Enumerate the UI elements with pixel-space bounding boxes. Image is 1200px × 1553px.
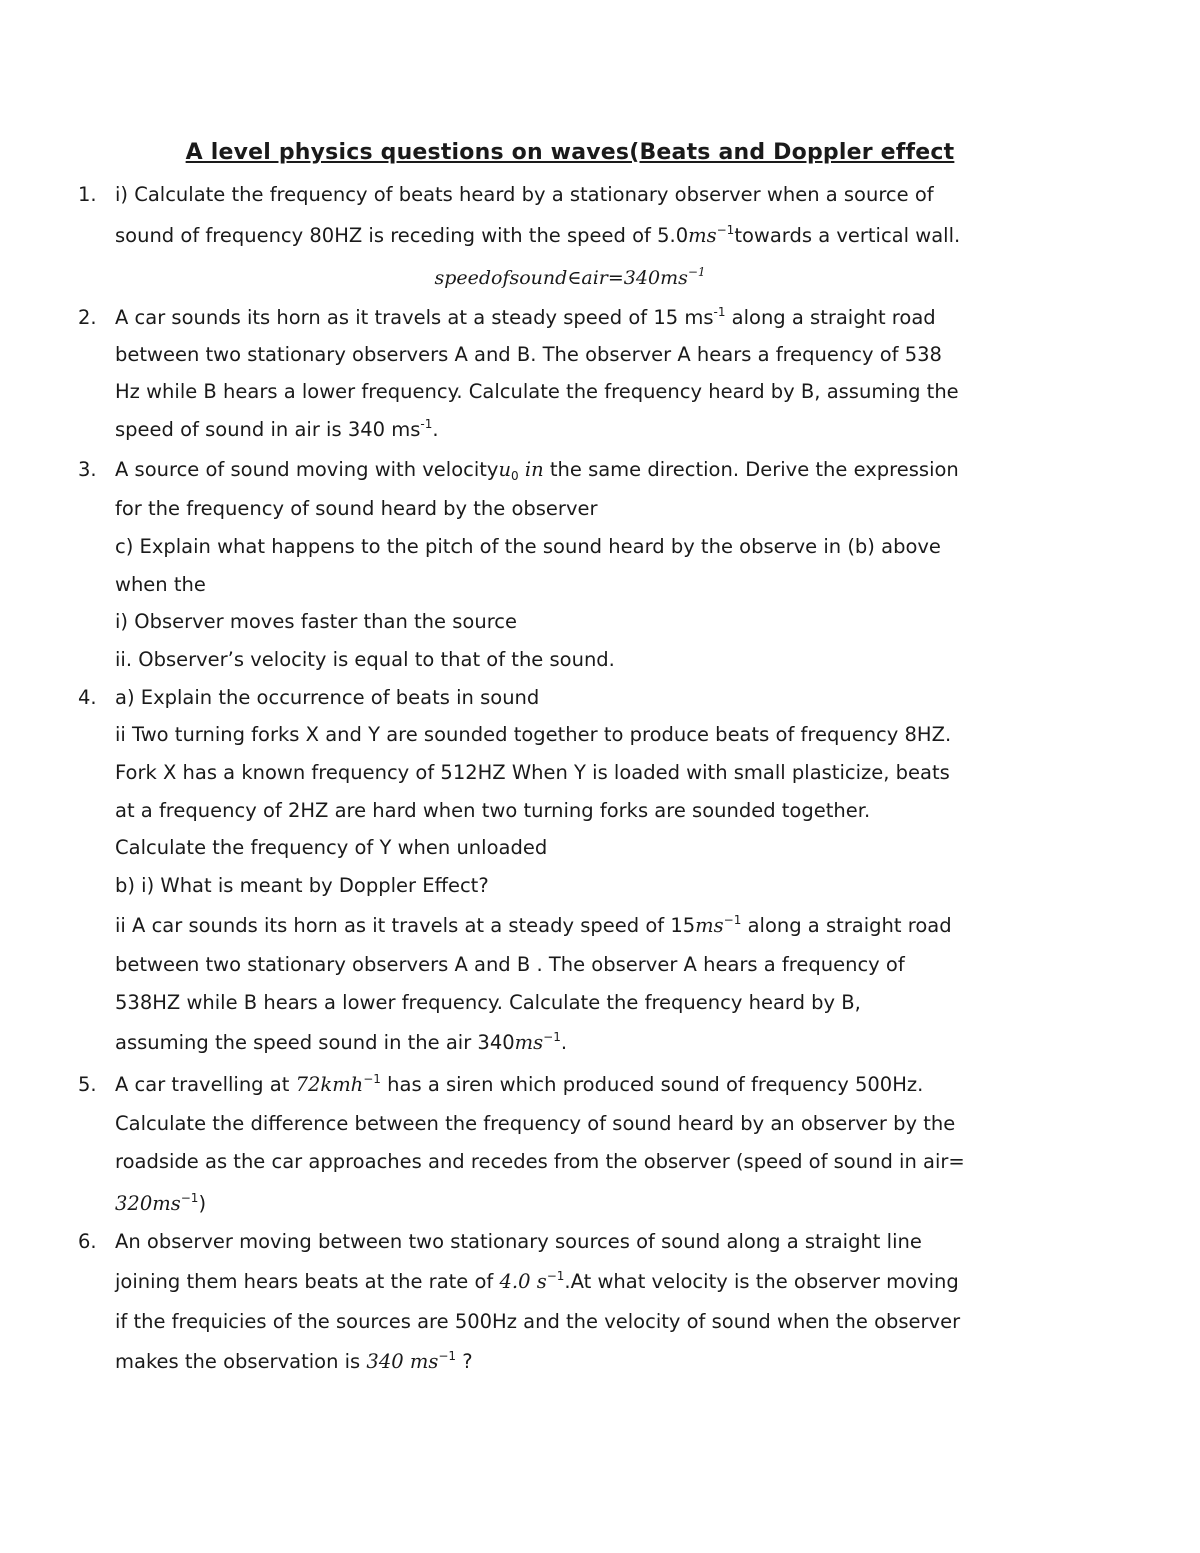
- question-2-line-2: between two stationary observers A and B. The observer A hears a frequency of 538: [115, 343, 942, 366]
- question-5-number: 5.: [78, 1073, 97, 1096]
- question-3-number: 3.: [78, 458, 97, 481]
- question-3-line-5: i) Observer moves faster than the source: [115, 610, 517, 633]
- question-2-line-3: Hz while B hears a lower frequency. Calculate the frequency heard by B, assuming the: [115, 380, 959, 403]
- question-6-line-2: joining them hears beats at the rate of 4.0 $s^{-1}.At$ what velocity is the observer moving: [115, 1269, 959, 1293]
- question-3-line-1: A source of sound moving with velocityu$_0$ in the same direction. Derive the expression: [115, 458, 959, 483]
- question-1-line-1: i) Calculate the frequency of beats heard by a stationary observer when a source of: [115, 183, 934, 206]
- question-4-line-10: assuming the speed sound in the air $340ms^{-1}$.: [115, 1030, 568, 1054]
- question-6-line-3: if the frequicies of the sources are 500Hz and the velocity of sound when the observer: [115, 1310, 961, 1333]
- question-5-line-1: A car travelling at 72kmh$^{-1}$ has a siren which produced sound of frequency 500Hz.: [115, 1072, 924, 1096]
- question-4-line-5: Calculate the frequency of Y when unloaded: [115, 836, 548, 859]
- question-1-equation: $speedofsound\in air=340ms^{-1}$: [434, 265, 706, 289]
- question-2-number: 2.: [78, 306, 97, 329]
- question-4-line-4: at a frequency of 2HZ are hard when two turning forks are sounded together.: [115, 799, 871, 822]
- question-4-line-1: a) Explain the occurrence of beats in sound: [115, 686, 540, 709]
- question-4-line-3: Fork X has a known frequency of 512HZ When Y is loaded with small plasticize, beats: [115, 761, 950, 784]
- question-5-line-2: Calculate the difference between the frequency of sound heard by an observer by the: [115, 1112, 956, 1135]
- question-4-number: 4.: [78, 686, 97, 709]
- question-5-line-3: roadside as the car approaches and recedes from the observer (speed of sound in air=: [115, 1150, 965, 1173]
- question-2-line-4: speed of sound in air is 340 $ms^{-1}$.: [115, 417, 439, 441]
- question-4-line-6: b) i) What is meant by Doppler Effect?: [115, 874, 489, 897]
- question-3-line-2: for the frequency of sound heard by the observer: [115, 497, 598, 520]
- question-4-line-7: ii A car sounds its horn as it travels at a steady speed of $15ms^{-1}$ along a straight road: [115, 913, 952, 937]
- page-title: A level physics questions on waves(Beats and Doppler effect: [185, 140, 955, 165]
- question-6-line-1: An observer moving between two stationary sources of sound along a straight line: [115, 1230, 922, 1253]
- question-3-line-3: c) Explain what happens to the pitch of the sound heard by the observe in (b) above: [115, 535, 941, 558]
- question-1-number: 1.: [78, 183, 97, 206]
- question-4-line-8: between two stationary observers A and B . The observer A hears a frequency of: [115, 953, 905, 976]
- question-4-line-2: ii Two turning forks X and Y are sounded together to produce beats of frequency 8HZ.: [115, 723, 952, 746]
- question-6-number: 6.: [78, 1230, 97, 1253]
- question-5-line-4: $320ms^{-1}$): [115, 1191, 207, 1215]
- question-3-line-6: ii. Observer’s velocity is equal to that of the sound.: [115, 648, 615, 671]
- question-4-line-9: 538HZ while B hears a lower frequency. Calculate the frequency heard by B,: [115, 991, 861, 1014]
- question-2-line-1: A car sounds its horn as it travels at a steady speed of 15 $ms^{-1}$ along a straight road: [115, 305, 936, 329]
- question-3-line-4: when the: [115, 573, 206, 596]
- question-6-line-4: makes the observation is 340 $ms^{-1}$ ?: [115, 1349, 473, 1373]
- question-1-line-2: sound of frequency 80HZ is receding with the speed of $5.0ms^{-1}towards$ a vertical wall.: [115, 223, 961, 247]
